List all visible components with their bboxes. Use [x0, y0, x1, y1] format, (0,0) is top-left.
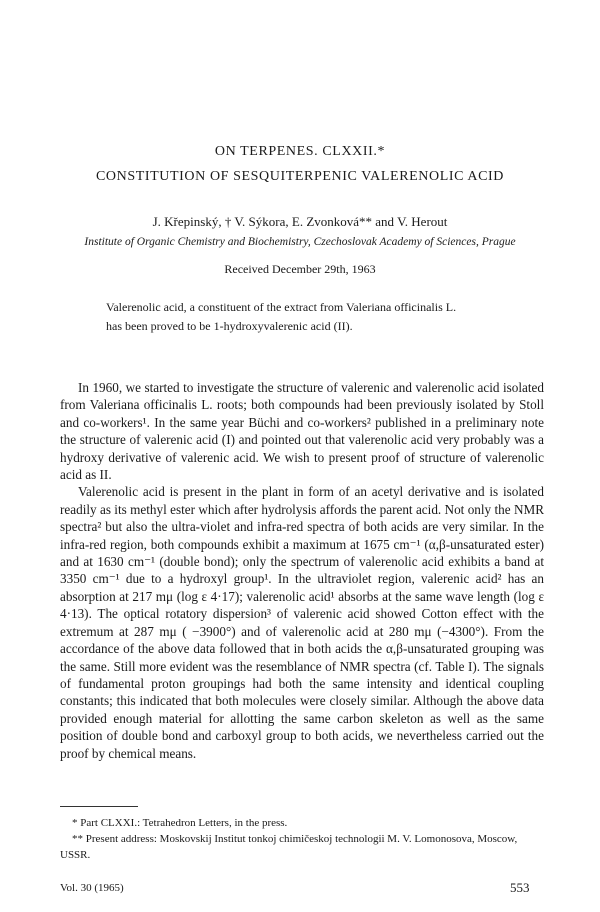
- abstract: [106, 298, 526, 336]
- paragraph: In 1960, we started to investigate the structure of valerenic and valerenolic acid isolated from Valeriana officinalis L. roots; both compounds had been previously isolated by Stoll and co-workers¹. In the same year Büchi and co-workers² published in a preliminary note the structure of valerenic acid (I) and pointed out that valerenolic acid very probably was a hydroxy derivative of valerenic acid. We wish to present proof of structure of valerenolic acid as II.: [60, 380, 544, 483]
- footnote-divider: [60, 806, 138, 807]
- footnote: ** Present address: Moskovskij Institut tonkoj chimičeskoj technologii M. V. Lomonosova, Moscow, USSR.: [60, 833, 518, 861]
- paragraph: Valerenolic acid is present in the plant in form of an acetyl derivative and is isolated readily as its methyl ester which after hydrolysis affords the parent acid. Not only the NMR spectra² but also the ultra-violet and infra-red spectra of both acids are very similar. In the infra-red region, both compounds exhibit a maximum at 1675 cm⁻¹ (α,β-unsaturated ester) and at 1630 cm⁻¹ (double bond); only the spectrum of valerenolic acid exhibits a band at 3350 cm⁻¹ due to a hydroxyl group¹. In the ultraviolet region, valerenic acid² has an absorption at 217 mμ (log ε 4·17); valerenolic acid¹ absorbs at the same wave length (log ε 4·13). The optical rotatory dispersion³ of valerenic acid showed Cotton effect with the extremum at 287 mμ ( −3900°) and of valerenolic acid at 280 mμ (−4300°). From the accordance of the above data followed that in both acids the α,β-unsaturated grouping was the same. Still more evident was the resemblance of NMR spectra (cf. Table I). The signals of fundamental proton groupings had both the same intensity and identical coupling constants; this indicated that both molecules were closely similar. Although the above data provided enough material for allotting the same carbon skeleton as well as the same position of double bond and carboxyl group to both acids, we nevertheless carried out the proof by chemical means.: [60, 484, 544, 761]
- footnotes: [60, 815, 544, 863]
- received-date: Received December 29th, 1963: [224, 262, 376, 276]
- page-number: 553: [510, 880, 530, 895]
- article-title: CONSTITUTION OF SESQUITERPENIC VALERENOLIC ACID: [95, 169, 505, 184]
- article-title-series: ON TERPENES. CLXXII.*: [214, 144, 386, 159]
- abstract-line: Valerenolic acid, a constituent of the extract from Valeriana officinalis L.: [106, 300, 457, 314]
- abstract-line: has been proved to be 1-hydroxyvalerenic acid (II).: [106, 319, 353, 333]
- author-list: J. Křepinský, † V. Sýkora, E. Zvonková** and V. Herout: [152, 214, 448, 229]
- body-text: [60, 379, 544, 762]
- journal-volume: Vol. 30 (1965): [60, 882, 124, 894]
- footnote: * Part CLXXI.: Tetrahedron Letters, in the press.: [72, 817, 288, 829]
- affiliation: Institute of Organic Chemistry and Biochemistry, Czechoslovak Academy of Sciences, Prague: [84, 236, 516, 248]
